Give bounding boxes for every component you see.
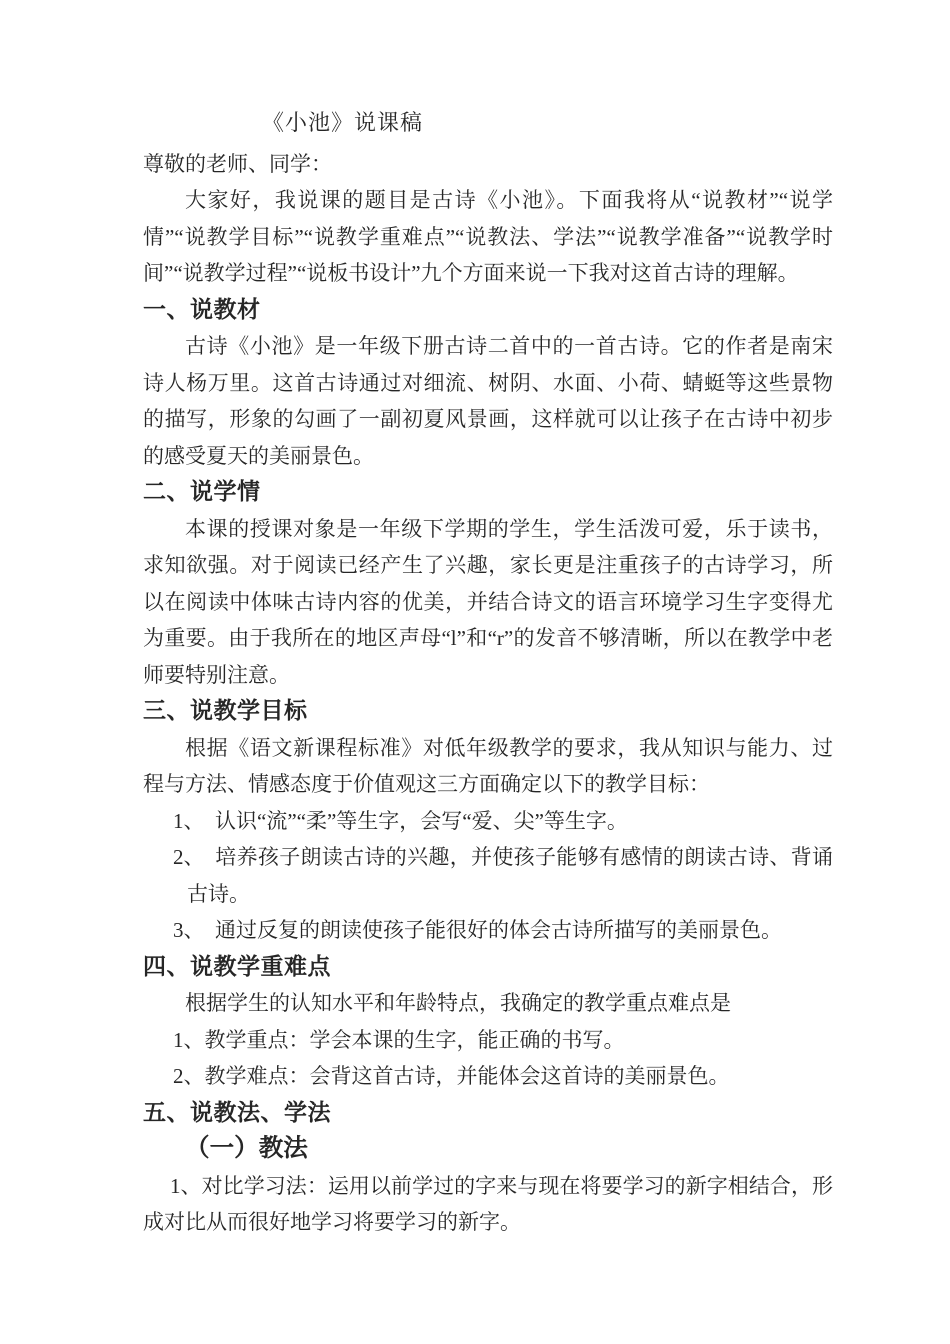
key-point-item-1: 1、教学重点：学会本课的生字，能正确的书写。 xyxy=(173,1027,625,1052)
section-1-paragraph: 古诗《小池》是一年级下册古诗二首中的一首古诗。它的作者是南宋诗人杨万里。这首古诗通过对细流、树阴、水面、小荷、蜻蜓等这些景物的描写，形象的勾画了一副初夏风景画，这样就可以让孩子在古诗中初步的感受夏天的美丽景色。 xyxy=(143,334,833,468)
section-3-heading: 三、说教学目标 xyxy=(143,698,308,723)
section-5-subheading: （一）教法 xyxy=(185,1135,308,1162)
list-text: 认识“流”“柔”等生字，会写“爱、尖”等生字。 xyxy=(215,808,628,833)
list-number: 2、 xyxy=(173,845,205,869)
objective-item-3 xyxy=(173,912,833,949)
list-number: 3、 xyxy=(173,918,205,942)
section-2-paragraph: 本课的授课对象是一年级下学期的学生，学生活泼可爱，乐于读书，求知欲强。对于阅读已经产生了兴趣，家长更是注重孩子的古诗学习，所以在阅读中体味古诗内容的优美，并结合诗文的语言环境学习生字变得尤为重要。由于我所在的地区声母“l”和“r”的发音不够清晰，所以在教学中老师要特别注意。 xyxy=(143,516,833,687)
list-text: 培养孩子朗读古诗的兴趣，并使孩子能够有感情的朗读古诗、背诵古诗。 xyxy=(187,845,833,906)
section-4-paragraph: 根据学生的认知水平和年龄特点，我确定的教学重点难点是 xyxy=(185,991,731,1015)
objective-item-1 xyxy=(173,803,833,840)
list-number: 1、 xyxy=(173,808,205,833)
salutation-line: 尊敬的老师、同学： xyxy=(143,151,332,176)
section-1-heading: 一、说教材 xyxy=(143,296,261,322)
intro-paragraph: 大家好，我说课的题目是古诗《小池》。下面我将从“说教材”“说学情”“说教学目标”“说教学重难点”“说教法、学法”“说教学准备”“说教学时间”“说教学过程”“说板书设计”九个方面来说一下我对这首古诗的理解。 xyxy=(143,188,833,285)
section-4-heading: 四、说教学重难点 xyxy=(143,953,331,979)
document-title: 《小池》说课稿 xyxy=(262,110,424,135)
list-text: 通过反复的朗读使孩子能很好的体会古诗所描写的美丽景色。 xyxy=(215,918,782,942)
document-body xyxy=(143,105,833,1241)
section-5-paragraph: 1、对比学习法：运用以前学过的字来与现在将要学习的新字相结合，形成对比从而很好地学习将要学习的新字。 xyxy=(143,1173,833,1234)
key-point-item-2: 2、教学难点：会背这首古诗，并能体会这首诗的美丽景色。 xyxy=(173,1064,730,1088)
section-3-paragraph: 根据《语文新课程标准》对低年级教学的要求，我从知识与能力、过程与方法、情感态度于价值观这三方面确定以下的教学目标： xyxy=(143,735,833,796)
section-2-heading: 二、说学情 xyxy=(143,479,261,504)
objective-item-2 xyxy=(173,839,833,912)
section-5-heading: 五、说教法、学法 xyxy=(143,1099,331,1125)
